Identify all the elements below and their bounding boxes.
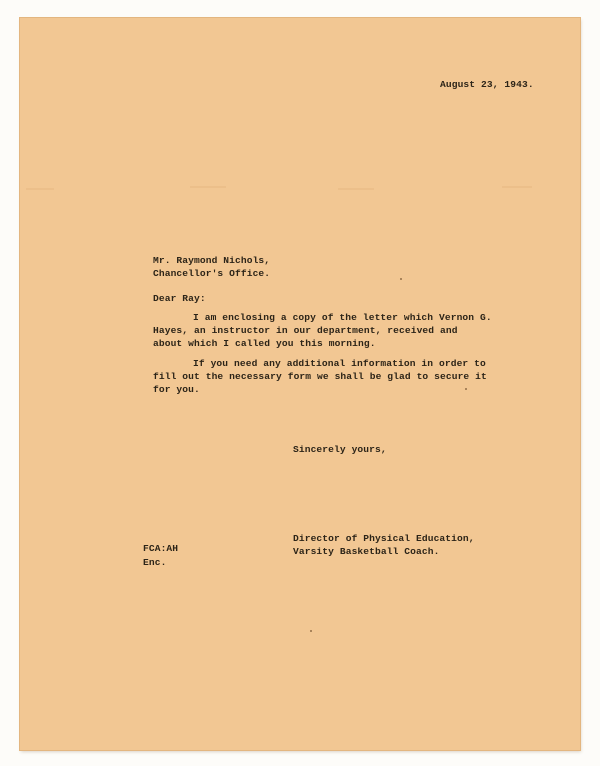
paragraph-line: Hayes, an instructor in our department, received and bbox=[153, 325, 458, 336]
paper-speck bbox=[465, 388, 467, 390]
paper-speck bbox=[400, 278, 402, 280]
paragraph-line: If you need any additional information in order to bbox=[193, 358, 486, 369]
letter-date: August 23, 1943. bbox=[440, 79, 534, 90]
paragraph-line: fill out the necessary form we shall be glad to secure it bbox=[153, 371, 487, 382]
signature-title-line: Director of Physical Education, bbox=[293, 533, 475, 544]
paragraph-line: about which I called you this morning. bbox=[153, 338, 376, 349]
recipient-name: Mr. Raymond Nichols, bbox=[153, 255, 271, 266]
paragraph-line: I am enclosing a copy of the letter which Vernon G. bbox=[193, 312, 492, 323]
paragraph-line: for you. bbox=[153, 384, 200, 395]
paper-mark bbox=[26, 188, 54, 190]
paper-mark bbox=[338, 188, 374, 190]
letter-paper bbox=[20, 18, 580, 750]
paper-mark bbox=[502, 186, 532, 188]
paper-mark bbox=[190, 186, 226, 188]
closing: Sincerely yours, bbox=[293, 444, 387, 455]
recipient-office: Chancellor's Office. bbox=[153, 268, 271, 279]
reference-initials: FCA:AH bbox=[143, 543, 179, 554]
enclosure-notation: Enc. bbox=[143, 557, 167, 568]
paper-speck bbox=[310, 630, 312, 632]
salutation: Dear Ray: bbox=[153, 293, 206, 304]
signature-title-line: Varsity Basketball Coach. bbox=[293, 546, 440, 557]
